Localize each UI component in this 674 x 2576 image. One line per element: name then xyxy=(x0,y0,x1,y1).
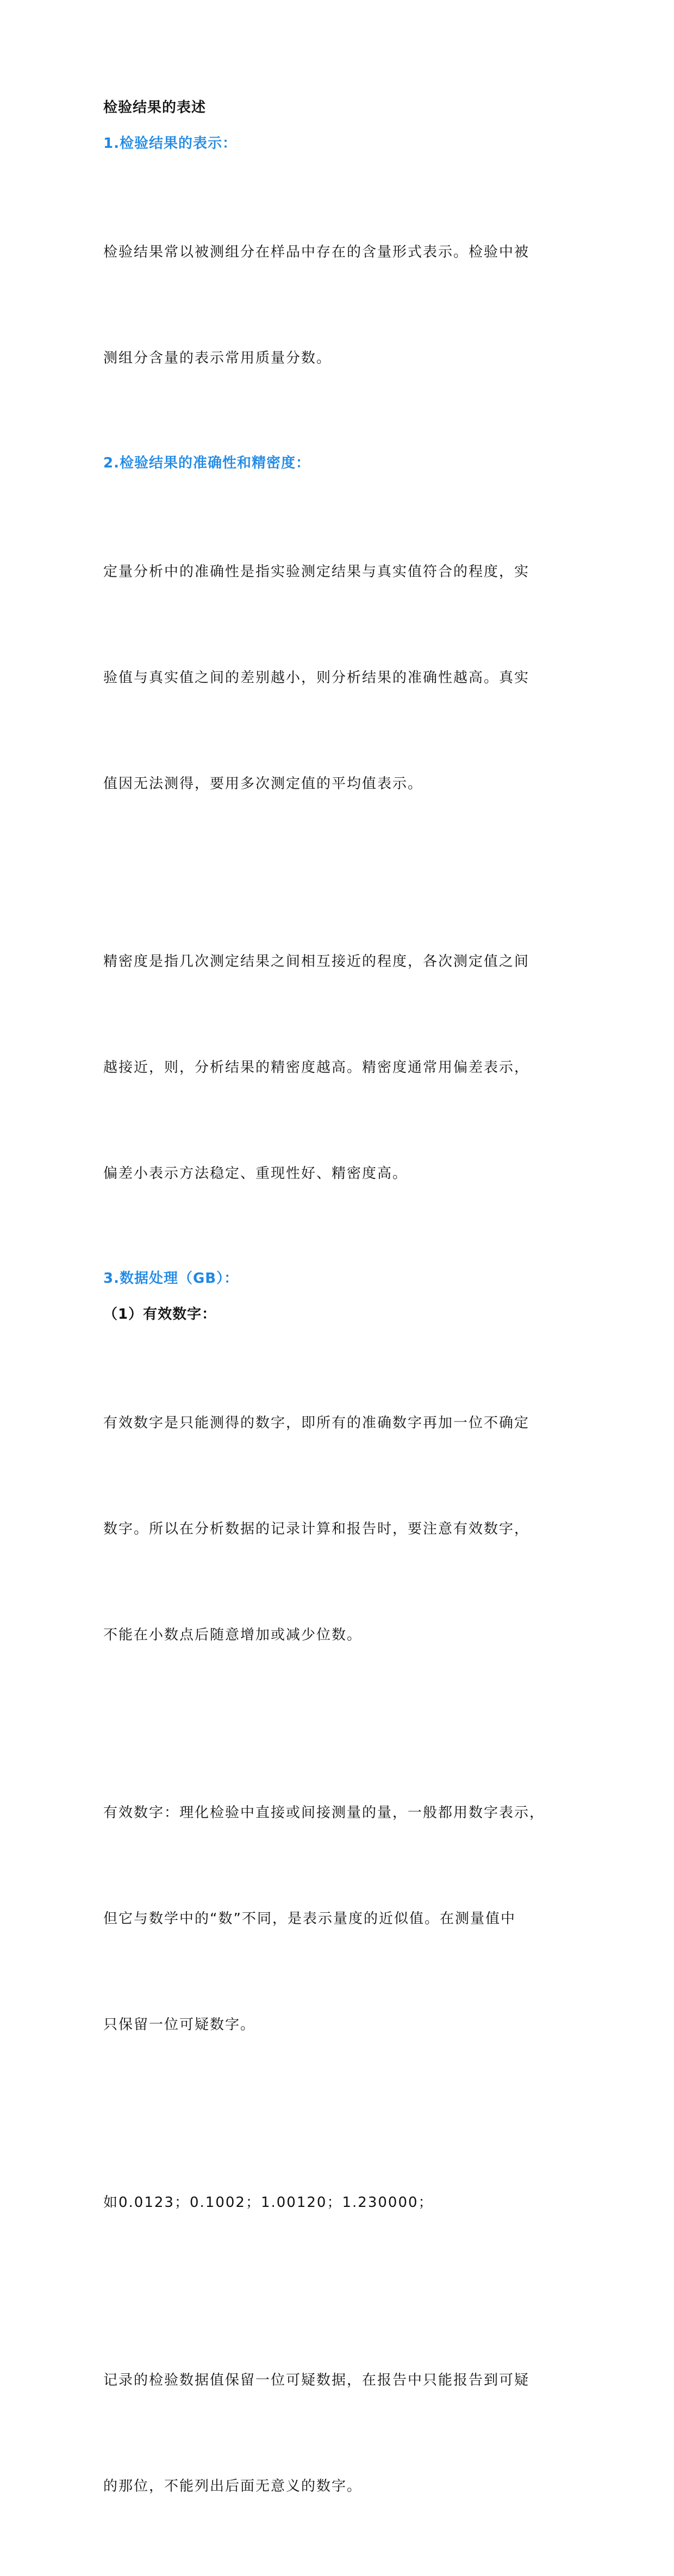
section-heading-3: 3.数据处理（GB）： xyxy=(103,1270,239,1287)
paragraph-line: 但它与数学中的“数”不同，是表示量度的近似值。在测量值中 xyxy=(103,1911,516,1927)
document-title: 检验结果的表述 xyxy=(103,99,207,116)
paragraph-line: 检验结果常以被测组分在样品中存在的含量形式表示。检验中被 xyxy=(103,244,530,260)
paragraph-line: 只保留一位可疑数字。 xyxy=(103,2017,256,2033)
section-heading-1: 1.检验结果的表示： xyxy=(103,135,237,152)
paragraph-line: 精密度是指几次测定结果之间相互接近的程度，各次测定值之间 xyxy=(103,953,530,970)
document-page xyxy=(103,92,582,2576)
paragraph-line: 记录的检验数据值保留一位可疑数据，在报告中只能报告到可疑 xyxy=(103,2372,530,2388)
paragraph-line: 有效数字是只能测得的数字，即所有的准确数字再加一位不确定 xyxy=(103,1415,530,1431)
section-heading-2: 2.检验结果的准确性和精密度： xyxy=(103,455,310,471)
paragraph-line: 有效数字：理化检验中直接或间接测量的量，一般都用数字表示， xyxy=(103,1805,545,1821)
paragraph-line: 不能在小数点后随意增加或减少位数。 xyxy=(103,1627,363,1643)
paragraph-line: 越接近，则，分析结果的精密度越高。精密度通常用偏差表示， xyxy=(103,1059,530,1076)
paragraph-line: 定量分析中的准确性是指实验测定结果与真实值符合的程度，实 xyxy=(103,564,530,580)
paragraph-4 xyxy=(103,1335,582,1724)
paragraph-5 xyxy=(103,1725,582,2113)
paragraph-3 xyxy=(103,874,582,1262)
paragraph-1 xyxy=(103,164,582,447)
paragraph-line: 测组分含量的表示常用质量分数。 xyxy=(103,350,332,366)
paragraph-6 xyxy=(103,2115,582,2291)
paragraph-line: 的那位，不能列出后面无意义的数字。 xyxy=(103,2478,363,2494)
paragraph-line: 如0.0123；0.1002；1.00120；1.230000； xyxy=(103,2194,434,2211)
paragraph-line: 偏差小表示方法稳定、重现性好、精密度高。 xyxy=(103,1165,408,1182)
paragraph-line: 数字。所以在分析数据的记录计算和报告时，要注意有效数字， xyxy=(103,1521,530,1537)
paragraph-7 xyxy=(103,2292,582,2575)
paragraph-2 xyxy=(103,484,582,872)
paragraph-line: 值因无法测得，要用多次测定值的平均值表示。 xyxy=(103,776,423,792)
sub-heading-1: （1）有效数字： xyxy=(103,1306,217,1323)
paragraph-line: 验值与真实值之间的差别越小，则分析结果的准确性越高。真实 xyxy=(103,670,530,686)
